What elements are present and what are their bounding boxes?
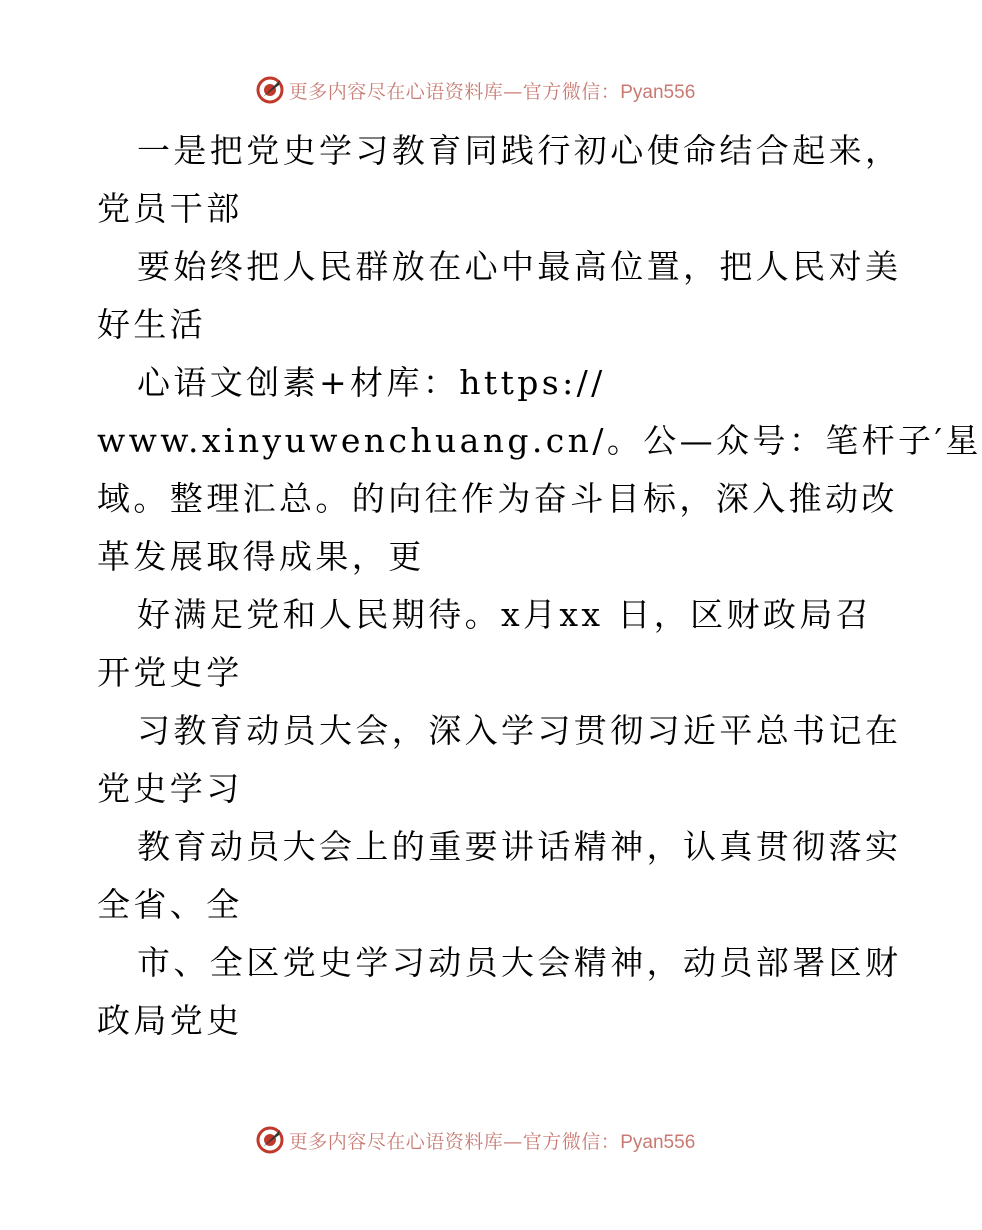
text-line: 市、全区党史学习动员大会精神，动员部署区财 (137, 943, 902, 982)
text-line: 教育动员大会上的重要讲话精神，认真贯彻落实 (137, 827, 902, 866)
text-line: 习教育动员大会，深入学习贯彻习近平总书记在 (137, 711, 902, 750)
pen-logo-icon (255, 75, 285, 105)
text-line: www.xinyuwenchuang.cn/。公—众号：笔杆子′星 (97, 421, 982, 460)
wechat-id: Pyan556 (620, 81, 696, 103)
pen-logo-icon (255, 1125, 285, 1155)
text-line: 全省、全 (97, 885, 243, 924)
footer-banner (0, 1120, 950, 1160)
text-line: 好生活 (97, 305, 207, 344)
text-line: 心语文创素+材库：https:// (137, 363, 606, 402)
wechat-id: Pyan556 (620, 1131, 696, 1153)
text-line: 好满足党和人民期待。x月xx 日，区财政局召 (137, 595, 873, 634)
banner-text: 更多内容尽在心语资料库—官方微信：Pyan556 (288, 1130, 696, 1153)
text-line: 革发展取得成果，更 (97, 537, 425, 576)
text-line: 域。整理汇总。的向往作为奋斗目标，深入推动改 (97, 479, 898, 518)
text-line: 要始终把人民群放在心中最高位置，把人民对美 (137, 247, 902, 286)
text-line: 一是把党史学习教育同践行初心使命结合起来， (137, 131, 902, 170)
text-line: 党员干部 (97, 189, 243, 228)
text-line: 党史学习 (97, 769, 243, 808)
banner-text: 更多内容尽在心语资料库—官方微信：Pyan556 (288, 80, 696, 103)
header-banner (0, 70, 950, 110)
document-body (97, 122, 982, 1050)
text-line: 开党史学 (97, 653, 243, 692)
text-line: 政局党史 (97, 1001, 243, 1040)
